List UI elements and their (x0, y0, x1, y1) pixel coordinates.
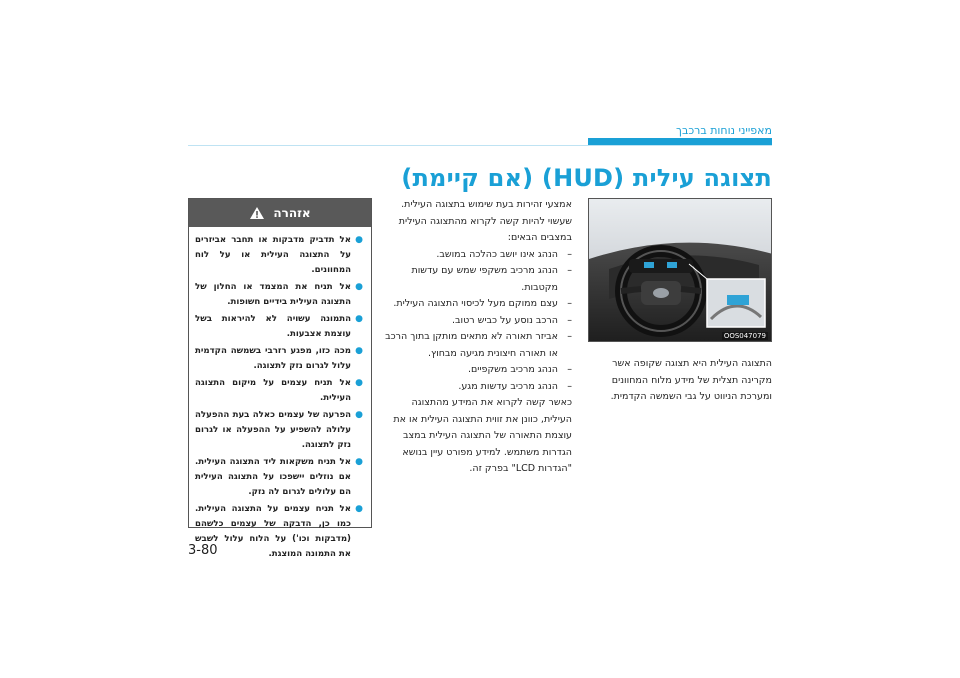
list-item: ● אל תניח עצמים על מיקום התצוגה העילית. (195, 378, 363, 403)
warning-triangle-icon (249, 206, 265, 220)
list-item: ● אל תניח עצמים על התצוגה העילית. כמו כן, הדבקה של עצמים כלשהם (מדבקות וכו') על הלוח עלול לשבש את התמונה המוצגת. (195, 504, 363, 559)
list-item: – הנהג אינו יושב כהלכה במושב. (436, 248, 572, 260)
section-title: מאפייני נוחות ברכבך (676, 124, 772, 137)
warning-list (189, 227, 371, 562)
header-rule (188, 145, 772, 146)
page-number: 3-80 (188, 543, 218, 558)
list-item: – הרכב נוסע על כביש רטוב. (451, 314, 572, 326)
precautions-column (378, 197, 572, 478)
header-accent-bar (588, 138, 772, 145)
list-item: – אביזר תאורה לא מתאים מותקן בתוך הרכב או תאורה חיצונית מגיעה מבחוץ. (385, 331, 572, 359)
hud-dashboard-photo (588, 198, 772, 342)
list-item: ● אל תניח משקאות ליד התצוגה העילית. אם נוזלים יישפכו על התצוגה העילית הם עלולים לגרום לה נזק. (195, 457, 363, 497)
page-title: תצוגה עילית (HUD) (אם קיימת) (401, 164, 772, 192)
precautions-list (378, 247, 572, 396)
dashboard-illustration (589, 199, 772, 342)
figure-caption: התצוגה העילית היא תצוגה שקופה אשר מקרינה תצלית של מידע מלוח המחוונים ומערכת הניווט על גבי השמשה הקדמית. (610, 358, 772, 402)
list-item: ● אל תניח את המצמד או החלון של התצוגה העילית בידיים חשופות. (195, 282, 363, 307)
list-item: – עצם ממוקם מעל לכיסוי התצוגה העילית. (393, 298, 572, 309)
precautions-intro: אמצעי זהירות בעת שימוש בתצוגה העילית. שעשוי להיות קשה לקרוא מהתצוגה העילית במצבים הבאים: (398, 199, 572, 243)
figure-code: OOS047079 (723, 332, 766, 340)
warning-header (189, 199, 371, 227)
list-item: ● אל תדביק מדבקות או תחבר אביזרים על התצוגה העילית או על לוח המחוונים. (195, 235, 363, 275)
list-item: – הנהג מרכיב עדשות מגע. (458, 380, 572, 392)
list-item: ● הפרעה של עצמים כאלה בעת ההפעלה עלולה להשפיע על ההפעלה או לגרום נזק לתצוגה. (195, 410, 363, 450)
list-item: ● מכה כזו, מפגע רזרבי בשמשה הקדמית עלול לגרום נזק לתצוגה. (195, 346, 363, 371)
list-item: – הנהג מרכיב משקפיים. (467, 364, 572, 375)
list-item: – הנהג מרכיב משקפי שמש עם עדשות מקטבות. (411, 265, 572, 293)
warning-title: אזהרה (273, 206, 311, 220)
precautions-closing: כאשר קשה לקרוא את המידע מהתצוגה העילית, כוונן את זווית התצוגה העילית או את עוצמת התאורה של התצוגה העילית במצב הגדרות משתמש. למידע מפורט עיין בנושא "הגדרות LCD" בפרק זה. (393, 397, 572, 474)
list-item: ● התמונה עשויה לא להיראות בשל עוצמת אצבעות. (195, 314, 363, 339)
